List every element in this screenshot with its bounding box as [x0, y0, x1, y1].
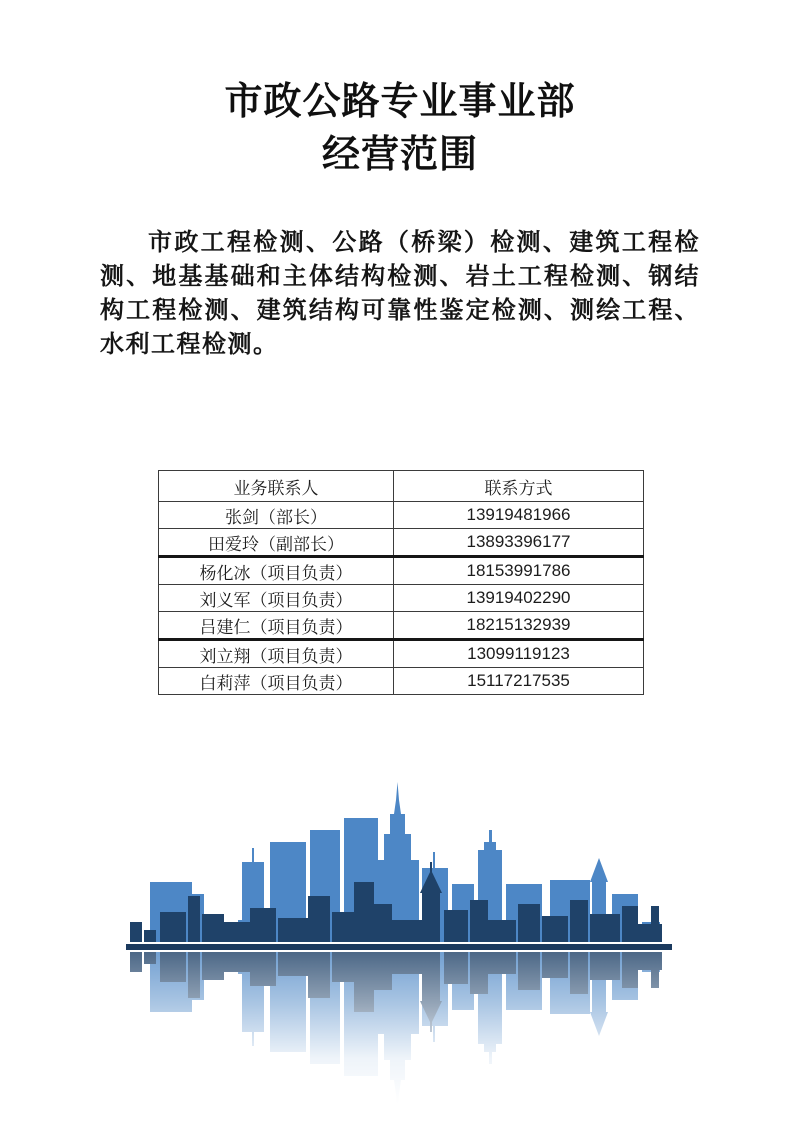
contact-phone-cell: 13919481966: [394, 502, 644, 529]
contact-phone-cell: 13099119123: [394, 640, 644, 668]
col-header-contact: 业务联系人: [159, 471, 394, 502]
contact-name-cell: 田爱玲（副部长）: [159, 529, 394, 557]
contact-table: [158, 470, 644, 695]
table-row: [159, 668, 644, 695]
page-title-line1: 市政公路专业事业部: [224, 81, 576, 123]
contact-name-cell: 杨化冰（项目负责）: [159, 557, 394, 585]
contact-name-cell: 刘立翔（项目负责）: [159, 640, 394, 668]
page-title-line2: 经营范围: [321, 134, 478, 176]
waterline-bar: [126, 944, 672, 950]
table-row: [159, 585, 644, 612]
contact-name-cell: 吕建仁（项目负责）: [159, 612, 394, 640]
contact-name-cell: 张剑（部长）: [159, 502, 394, 529]
table-row: [159, 640, 644, 668]
contact-name-cell: 刘义军（项目负责）: [159, 585, 394, 612]
table-row: [159, 612, 644, 640]
page-title: [0, 0, 800, 182]
contact-phone-cell: 18215132939: [394, 612, 644, 640]
skyline-reflection: [120, 950, 680, 1112]
table-row: [159, 502, 644, 529]
contact-phone-cell: 13919402290: [394, 585, 644, 612]
contact-phone-cell: 13893396177: [394, 529, 644, 557]
skyline-buildings: [130, 782, 662, 942]
contact-name-cell: 白莉萍（项目负责）: [159, 668, 394, 695]
city-skyline-svg: [120, 772, 680, 1112]
contact-phone-cell: 15117217535: [394, 668, 644, 695]
city-skyline-image: [120, 772, 680, 1112]
business-scope-paragraph: 市政工程检测、公路（桥梁）检测、建筑工程检测、地基基础和主体结构检测、岩土工程检测、钢结构工程检测、建筑结构可靠性鉴定检测、测绘工程、水利工程检测。: [100, 229, 700, 358]
table-row: [159, 557, 644, 585]
contact-phone-cell: 18153991786: [394, 557, 644, 585]
table-header-row: [159, 471, 644, 502]
col-header-phone: 联系方式: [394, 471, 644, 502]
table-row: [159, 529, 644, 557]
